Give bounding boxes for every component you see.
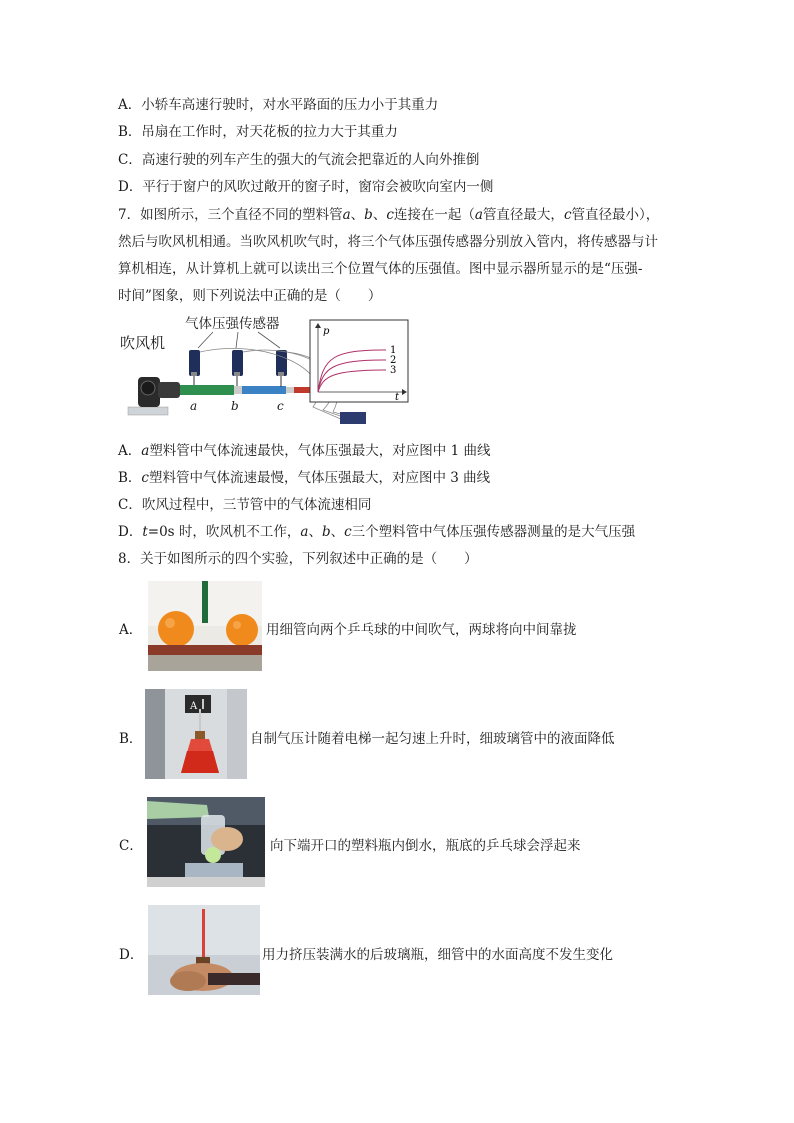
- tube-label-b: b: [231, 399, 239, 413]
- q7-option-d: D．t=0s 时，吹风机不工作，a、b、c三个塑料管中气体压强传感器测量的是大气压强: [118, 524, 636, 540]
- prev-option-b: B．吊扇在工作时，对天花板的拉力大于其重力: [118, 124, 398, 140]
- bottle-pingpong-photo: [147, 797, 265, 887]
- tube-label-a: a: [190, 399, 198, 413]
- tube-label-c: c: [277, 399, 284, 413]
- hair-dryer-icon: [128, 377, 180, 415]
- prev-option-a: A．小轿车高速行驶时，对水平路面的压力小于其重力: [118, 97, 439, 113]
- prev-option-d: D．平行于窗户的风吹过敞开的窗子时，窗帘会被吹向室内一侧: [118, 179, 494, 195]
- q8-option-c-label: C．: [119, 838, 143, 854]
- svg-text:A: A: [190, 701, 198, 712]
- curve-label-2: 2: [390, 355, 397, 366]
- q7-stem-line1: 7．如图所示，三个直径不同的塑料管a、b、c连接在一起（a管直径最大，c管直径最小），: [118, 207, 660, 223]
- q8-option-d-text: 用力挤压装满水的后玻璃瓶，细管中的水面高度不发生变化: [262, 947, 613, 963]
- pressure-time-graph: [310, 320, 408, 403]
- sensor-leader-line: [258, 332, 280, 348]
- axis-label-t: t: [395, 392, 400, 403]
- q8-stem: 8．关于如图所示的四个实验，下列叙述中正确的是（ ）: [118, 551, 478, 567]
- tube-a: [180, 385, 234, 395]
- pressure-sensor-a: [189, 350, 200, 385]
- squeeze-bottle-photo: [148, 905, 260, 995]
- tube-joint: [286, 387, 294, 393]
- q7-option-b: B．c塑料管中气体流速最慢，气体压强最大，对应图中 3 曲线: [118, 470, 491, 486]
- q8-option-c-text: 向下端开口的塑料瓶内倒水，瓶底的乒乓球会浮起来: [270, 838, 581, 854]
- tube-b: [242, 386, 286, 394]
- q7-experiment-figure: [118, 312, 413, 432]
- curve-label-1: 1: [390, 345, 397, 356]
- q7-stem-line4: 时间”图象，则下列说法中正确的是（ ）: [118, 288, 382, 304]
- sensor-leader-line: [198, 332, 213, 348]
- sensor-leader-line: [236, 332, 238, 348]
- q7-stem-line3: 算机相连，从计算机上就可以读出三个位置气体的压强值。图中显示器所显示的是“压强-: [118, 261, 643, 277]
- q7-option-a: A．a塑料管中气体流速最快，气体压强最大，对应图中 1 曲线: [118, 443, 491, 459]
- q7-stem-line2: 然后与吹风机相通。当吹风机吹气时，将三个气体压强传感器分别放入管内，将传感器与计: [118, 234, 658, 250]
- pressure-sensor-b: [232, 350, 243, 386]
- curve-label-3: 3: [390, 365, 397, 376]
- data-logger: [340, 412, 366, 424]
- sensor-label: 气体压强传感器: [185, 316, 280, 332]
- q7-option-c: C．吹风过程中，三节管中的气体流速相同: [118, 497, 372, 513]
- q8-option-a-text: 用细管向两个乒乓球的中间吹气，两球将向中间靠拢: [266, 622, 577, 638]
- q8-option-b-text: 自制气压计随着电梯一起匀速上升时，细玻璃管中的液面降低: [250, 731, 615, 747]
- prev-option-c: C．高速行驶的列车产生的强大的气流会把靠近的人向外推倒: [118, 152, 480, 168]
- q8-option-d-label: D．: [119, 947, 144, 963]
- q8-option-b-label: B．: [119, 731, 143, 747]
- tube-joint: [234, 386, 242, 394]
- ping-pong-balls-photo: [148, 581, 262, 671]
- q8-option-a-label: A．: [119, 622, 143, 638]
- blower-label: 吹风机: [120, 334, 166, 352]
- elevator-barometer-photo: [145, 689, 247, 779]
- axis-label-p: p: [323, 326, 330, 337]
